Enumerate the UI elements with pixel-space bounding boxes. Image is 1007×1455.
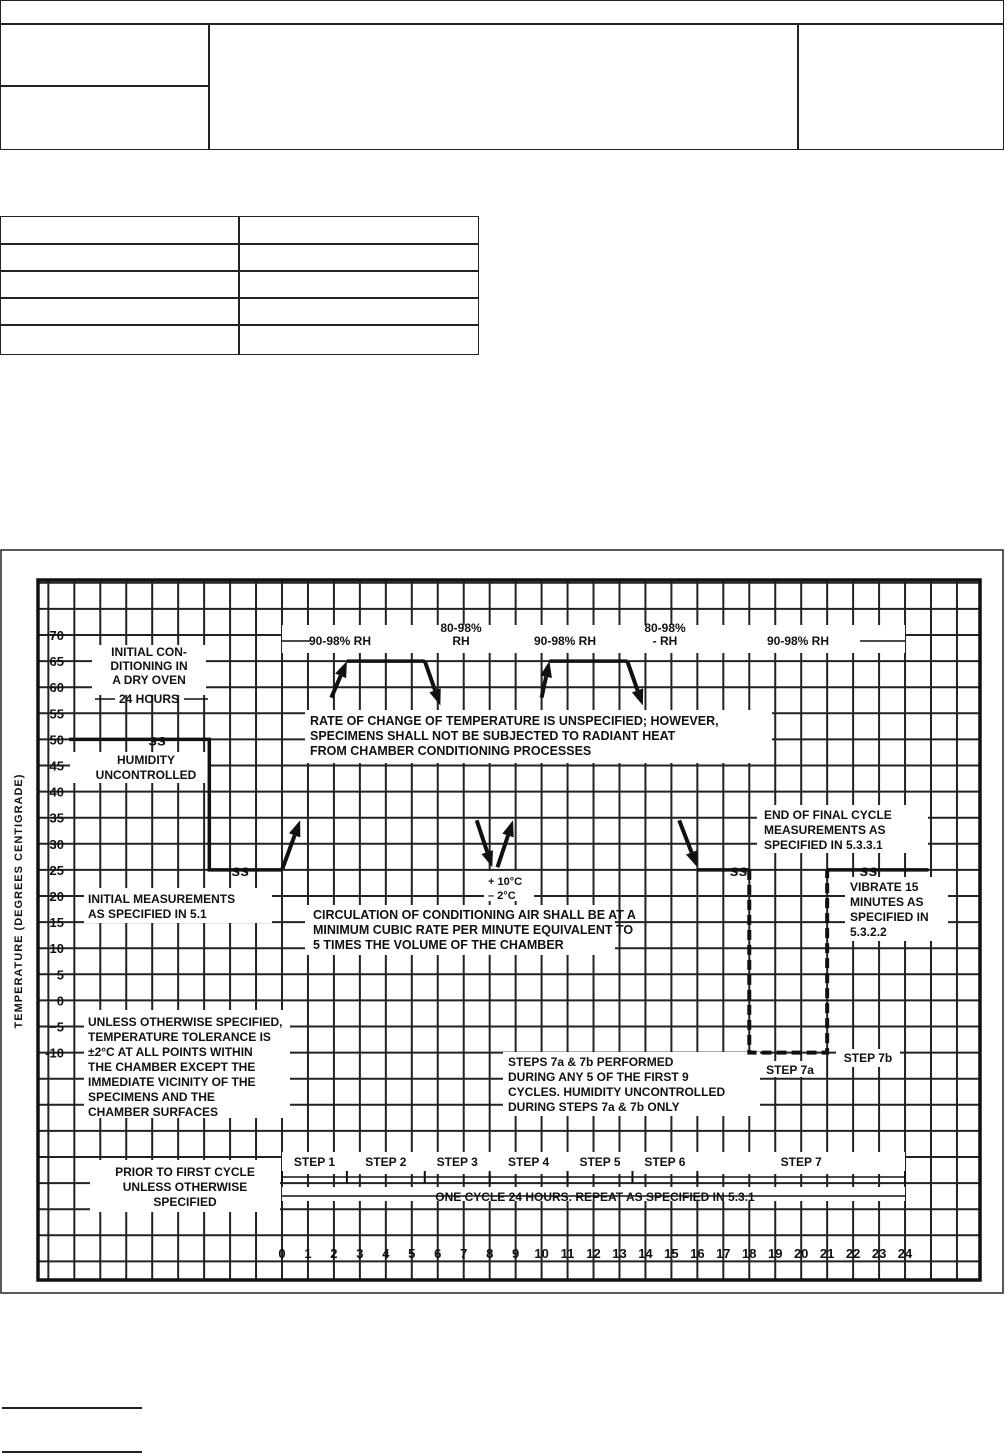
break-mark-icon: ss (148, 732, 167, 750)
initial-conditioning-note: A DRY OVEN (112, 673, 186, 687)
end-of-final-cycle-note: MEASUREMENTS AS (764, 823, 886, 837)
tolerance-minus: – 2°C (488, 890, 516, 902)
steps-7a-7b-note: DURING STEPS 7a & 7b ONLY (508, 1100, 680, 1114)
x-tick-label: 4 (382, 1246, 390, 1261)
vibrate-note: 5.3.2.2 (850, 925, 887, 939)
step-7a-label: STEP 7a (766, 1063, 814, 1077)
vibrate-note: SPECIFIED IN (850, 910, 929, 924)
y-tick-label: 15 (49, 915, 64, 931)
x-tick-label: 14 (638, 1246, 653, 1261)
initial-measurements-note: INITIAL MEASUREMENTS (88, 892, 236, 906)
prior-to-first-cycle-note: SPECIFIED (153, 1195, 217, 1209)
x-tick-label: 18 (742, 1246, 757, 1261)
x-tick-label: 0 (278, 1246, 286, 1261)
header-table-divider (0, 23, 1004, 25)
header-table-divider (797, 23, 799, 150)
step-label: STEP 1 (293, 1155, 336, 1169)
x-tick-label: 19 (768, 1246, 783, 1261)
y-tick-label: −5 (49, 1019, 64, 1035)
x-tick-label: 22 (845, 1246, 861, 1261)
x-tick-label: 10 (534, 1246, 549, 1261)
x-tick-label: 11 (560, 1246, 575, 1261)
initial-conditioning-note: DITIONING IN (110, 659, 188, 673)
circulation-note: CIRCULATION OF CONDITIONING AIR SHALL BE AT A (313, 908, 636, 922)
x-tick-label: 23 (871, 1246, 887, 1261)
footnote-rule (2, 1451, 142, 1453)
24-hours-label: 24 HOURS (118, 692, 180, 706)
x-tick-label: 20 (793, 1246, 809, 1261)
tolerance-note: TEMPERATURE TOLERANCE IS (88, 1030, 271, 1044)
header-table-divider (0, 85, 209, 87)
step-label: STEP 2 (365, 1155, 407, 1169)
end-of-final-cycle-note: END OF FINAL CYCLE (764, 808, 892, 822)
vibrate-note: MINUTES AS (850, 895, 924, 909)
x-tick-label: 15 (664, 1246, 679, 1261)
tolerance-note: THE CHAMBER EXCEPT THE (88, 1060, 256, 1074)
y-tick-label: 30 (49, 836, 64, 852)
steps-7a-7b-note: CYCLES. HUMIDITY UNCONTROLLED (508, 1085, 726, 1099)
y-tick-label: 45 (49, 758, 64, 774)
y-tick-label: 65 (49, 654, 64, 670)
tolerance-note: SPECIMENS AND THE (88, 1090, 215, 1104)
rate-of-change-note: SPECIMENS SHALL NOT BE SUBJECTED TO RADIANT HEAT (310, 729, 676, 743)
steps-7a-7b-note: DURING ANY 5 OF THE FIRST 9 (508, 1070, 689, 1084)
rate-of-change-note: FROM CHAMBER CONDITIONING PROCESSES (310, 744, 592, 758)
x-tick-label: 3 (356, 1246, 364, 1261)
y-tick-label: 50 (49, 732, 64, 748)
x-tick-label: 24 (897, 1246, 913, 1261)
y-tick-label: 60 (49, 680, 64, 696)
x-tick-label: 9 (512, 1246, 520, 1261)
x-tick-label: 16 (690, 1246, 705, 1261)
y-tick-label: 35 (49, 810, 64, 826)
circulation-note: MINIMUM CUBIC RATE PER MINUTE EQUIVALENT TO (313, 923, 634, 937)
humidity-band-label: 80-98% (644, 621, 686, 635)
x-tick-label: 7 (460, 1246, 468, 1261)
y-tick-label: 5 (56, 967, 64, 983)
info-table-divider (0, 270, 479, 272)
y-tick-label: 0 (56, 993, 64, 1009)
humidity-uncontrolled-note: HUMIDITY (117, 753, 175, 767)
prior-to-first-cycle-note: UNLESS OTHERWISE (122, 1180, 248, 1194)
tolerance-note: CHAMBER SURFACES (88, 1105, 219, 1119)
y-tick-label: 40 (49, 784, 64, 800)
rate-of-change-note: RATE OF CHANGE OF TEMPERATURE IS UNSPECIFIED; HOWEVER, (310, 714, 719, 728)
temperature-humidity-cycle-chart (0, 549, 1005, 1295)
step-label: STEP 7 (780, 1155, 822, 1169)
x-tick-label: 12 (586, 1246, 601, 1261)
break-mark-icon: ss (729, 862, 748, 880)
x-tick-label: 17 (716, 1246, 731, 1261)
break-mark-icon: ss (859, 862, 878, 880)
tolerance-plus: + 10°C (488, 876, 523, 888)
header-table-divider (208, 23, 210, 150)
info-table-divider (0, 324, 479, 326)
humidity-band-label: 90-98% RH (766, 634, 830, 648)
step-label: STEP 5 (579, 1155, 621, 1169)
y-tick-label: 70 (49, 628, 64, 643)
vibrate-note: VIBRATE 15 (850, 880, 919, 894)
y-axis-title: TEMPERATURE (DEGREES CENTIGRADE) (13, 773, 25, 1029)
humidity-uncontrolled-note: UNCONTROLLED (95, 768, 197, 782)
break-mark-icon: ss (231, 862, 250, 880)
footnote-rule (2, 1407, 142, 1409)
y-tick-label: 55 (49, 706, 64, 722)
initial-measurements-note: AS SPECIFIED IN 5.1 (88, 907, 207, 921)
humidity-band-label: RH (452, 634, 470, 648)
x-tick-label: 2 (330, 1246, 338, 1261)
prior-to-first-cycle-note: PRIOR TO FIRST CYCLE (115, 1165, 255, 1179)
tolerance-note: UNLESS OTHERWISE SPECIFIED, (88, 1015, 283, 1029)
info-table (0, 216, 479, 355)
steps-7a-7b-note: STEPS 7a & 7b PERFORMED (508, 1055, 674, 1069)
step-7b-label: STEP 7b (843, 1051, 893, 1065)
tolerance-note: ±2°C AT ALL POINTS WITHIN (88, 1045, 253, 1059)
end-of-final-cycle-note: SPECIFIED IN 5.3.3.1 (764, 838, 883, 852)
circulation-note: 5 TIMES THE VOLUME OF THE CHAMBER (313, 938, 564, 952)
info-table-divider (0, 297, 479, 299)
humidity-band-label: 80-98% (440, 621, 482, 635)
one-cycle-label: ONE CYCLE 24 HOURS. REPEAT AS SPECIFIED IN 5.3.1 (435, 1190, 755, 1204)
info-table-divider (238, 216, 240, 355)
x-tick-label: 13 (612, 1246, 627, 1261)
step-label: STEP 3 (436, 1155, 478, 1169)
y-tick-label: -10 (45, 1045, 64, 1061)
y-tick-label: 20 (49, 889, 64, 904)
tolerance-note: IMMEDIATE VICINITY OF THE (88, 1075, 256, 1089)
initial-conditioning-note: INITIAL CON- (111, 645, 187, 659)
step-label: STEP 6 (644, 1155, 686, 1169)
y-tick-label: 25 (49, 862, 64, 878)
x-tick-label: 5 (408, 1246, 416, 1261)
x-tick-label: 1 (304, 1246, 312, 1261)
x-tick-label: 21 (819, 1246, 835, 1261)
info-table-divider (0, 243, 479, 245)
x-tick-label: 6 (434, 1246, 442, 1261)
step-label: STEP 4 (508, 1155, 550, 1169)
x-tick-label: 8 (486, 1246, 494, 1261)
humidity-band-label: 90-98% RH (308, 634, 372, 648)
y-tick-label: 10 (49, 941, 64, 957)
humidity-band-label: - RH (652, 634, 678, 648)
humidity-band-label: 90-98% RH (533, 634, 597, 648)
